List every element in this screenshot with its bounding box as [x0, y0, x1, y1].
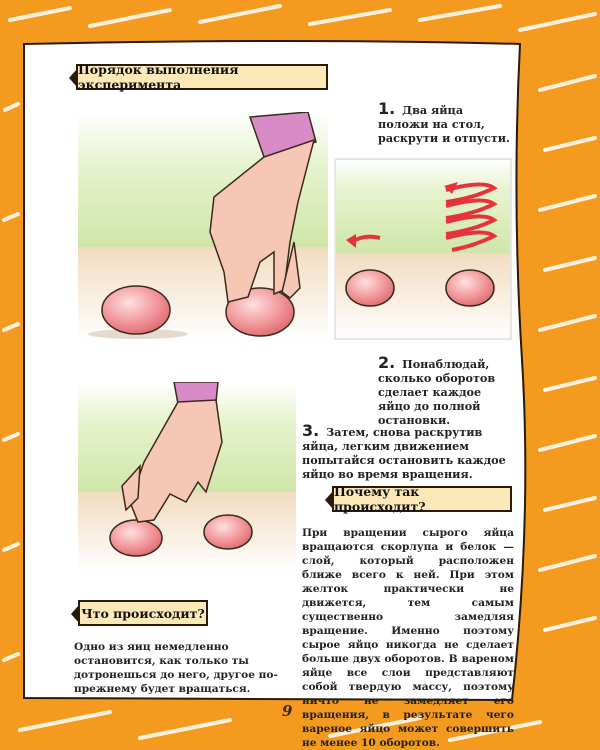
why-heading: Почему так происходит?: [334, 484, 426, 514]
what-heading: Что происходит?: [81, 605, 205, 621]
step-3-text: Затем, снова раскрутив яйца, легким движением попытайся остановить каждое яйцо во время вращения.: [302, 425, 506, 481]
page-number: 9: [282, 702, 293, 720]
section-heading-banner: [76, 64, 328, 90]
step-2-text: Понаблюдай, сколько оборотов сделает каждое яйцо до полной остановки.: [378, 357, 496, 427]
step-1-number: 1.: [378, 99, 396, 118]
section-heading: Порядок выполнения эксперимента: [78, 62, 239, 92]
what-heading-banner: [78, 600, 208, 626]
step-3-number: 3.: [302, 421, 320, 440]
why-explanation: При вращении сырого яйца вращаются скорлупа и белок — слой, который расположен ближе всего к ней. При этом желток практически не движется, тем самым существенно замедляя вращение. Именно поэтому сырое яйцо никогда не сделает больше двух оборотов. В вареном яйце все слои представляют собой твердую массу, поэтому ничто не замедляет его вращения, в результате чего вареное яйцо может совершить не менее 10 оборотов.: [302, 527, 514, 749]
step-2: [378, 353, 510, 427]
why-heading-banner: [332, 486, 512, 512]
step-3: [302, 421, 512, 481]
step-1-text: Два яйца положи на стол, раскрути и отпусти.: [378, 103, 510, 145]
step-1: [378, 99, 510, 145]
step-2-number: 2.: [378, 353, 396, 372]
illustration-hand-placing-eggs: [78, 112, 328, 342]
illustration-spinning-eggs: [334, 158, 512, 340]
illustration-hand-stopping-eggs: [78, 382, 296, 572]
what-explanation: Одно из яиц немедленно остановится, как только ты дотронешься до него, другое по-прежнему будет вращаться.: [74, 641, 278, 695]
